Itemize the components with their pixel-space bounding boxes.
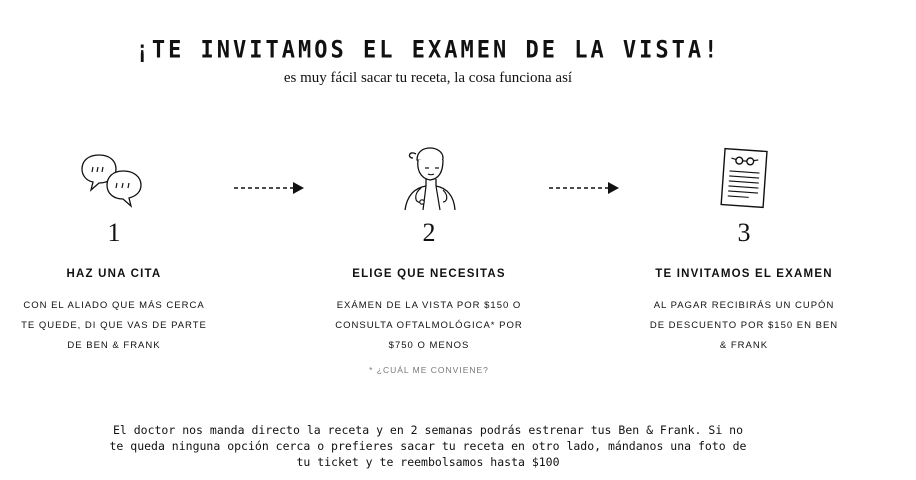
page-title: ¡TE INVITAMOS EL EXAMEN DE LA VISTA! <box>135 36 721 65</box>
step-description: EXÁMEN DE LA VISTA POR $150 O CONSULTA OFTALMOLÓGICA* POR $750 O MENOS <box>335 300 523 351</box>
step-2 <box>319 146 539 356</box>
prescription-icon <box>634 146 854 212</box>
step-number: 2 <box>422 218 436 247</box>
step-number: 3 <box>737 218 751 247</box>
doctor-icon <box>319 146 539 212</box>
step-title: TE INVITAMOS EL EXAMEN <box>655 268 833 280</box>
step-3 <box>634 146 854 356</box>
speech-bubbles-icon <box>4 146 224 212</box>
step-title: HAZ UNA CITA <box>66 268 162 280</box>
arrow-right-icon <box>232 181 306 195</box>
which-suits-me-link[interactable]: * ¿CUÁL ME CONVIENE? <box>369 365 489 375</box>
step-title: ELIGE QUE NECESITAS <box>352 268 506 280</box>
page-subtitle: es muy fácil sacar tu receta, la cosa funciona así <box>283 70 573 86</box>
step-number: 1 <box>107 218 121 247</box>
step-1 <box>4 146 224 356</box>
step-description: AL PAGAR RECIBIRÁS UN CUPÓN DE DESCUENTO POR $150 EN BEN & FRANK <box>649 300 839 351</box>
arrow-right-icon <box>547 181 621 195</box>
reimbursement-note: El doctor nos manda directo la receta y en 2 semanas podrás estrenar tus Ben & Frank. Si no te queda ninguna opción cerca o prefieres sacar tu receta en otro lado, mándanos una foto de tu ticket y te reembolsamos hasta $100 <box>109 423 747 469</box>
step-description: CON EL ALIADO QUE MÁS CERCA TE QUEDE, DI QUE VAS DE PARTE DE BEN & FRANK <box>21 300 207 351</box>
